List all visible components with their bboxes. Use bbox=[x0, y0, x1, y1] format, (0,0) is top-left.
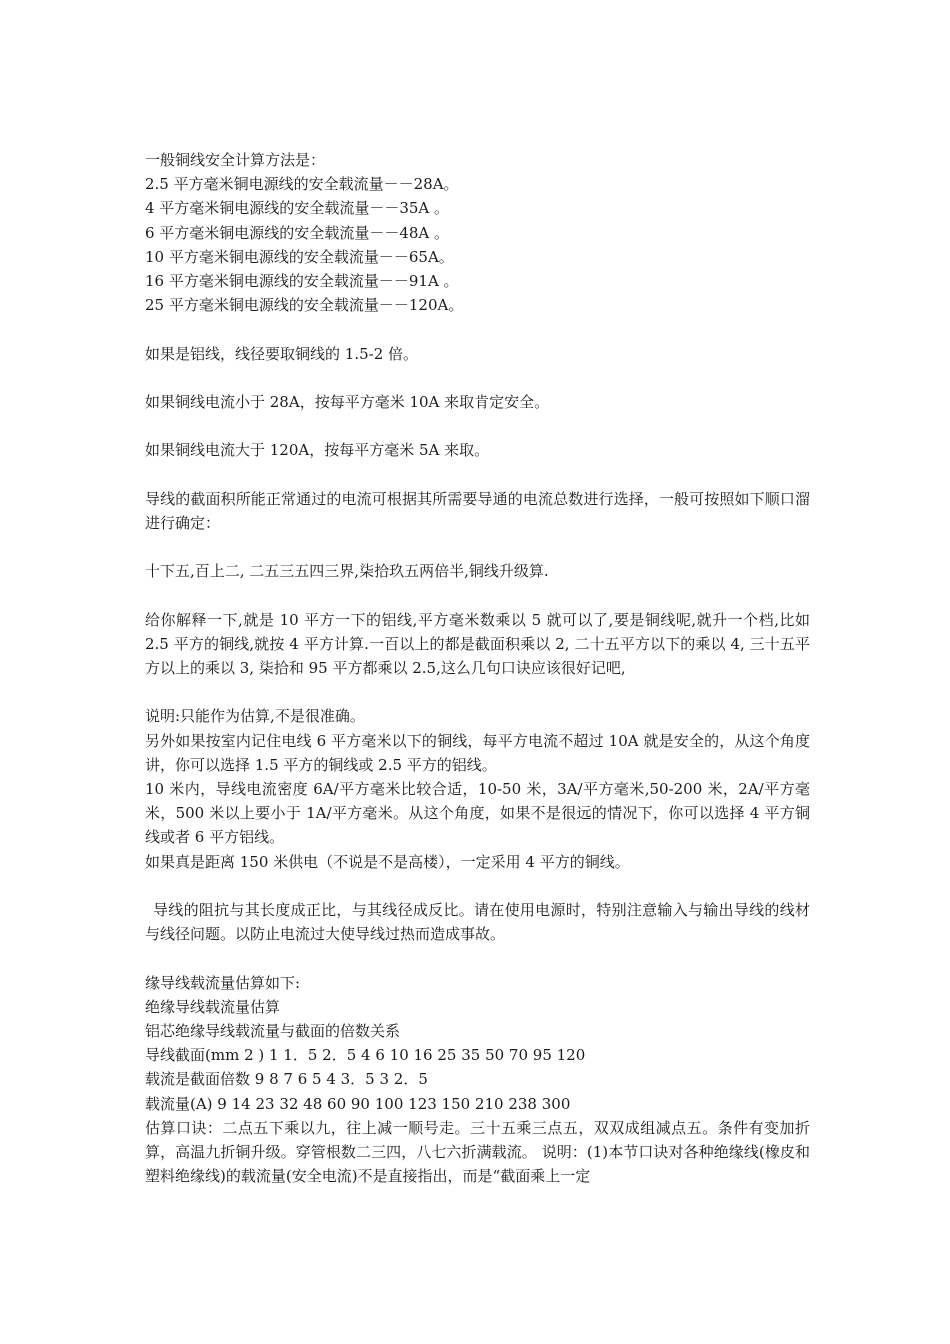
spacer bbox=[145, 317, 810, 341]
current-row: 载流量(A) 9 14 23 32 48 60 90 100 123 150 210 238 300 bbox=[145, 1094, 571, 1113]
estimation-heading: 缘导线载流量估算如下: bbox=[145, 973, 301, 992]
spacer bbox=[145, 462, 810, 486]
spacer bbox=[145, 946, 810, 970]
document-page bbox=[145, 148, 810, 1188]
spacer bbox=[145, 583, 810, 607]
copper-item-10: 10 平方毫米铜电源线的安全载流量－－65A。 bbox=[145, 247, 454, 266]
spacer bbox=[145, 680, 810, 704]
rhyme: 十下五,百上二, 二五三五四三界,柒拾玖五两倍半,铜线升级算. bbox=[145, 562, 549, 581]
estimation-subheading: 绝缘导线载流量估算 bbox=[145, 997, 281, 1016]
remark-indoor: 另外如果按室内记住电线 6 平方毫米以下的铜线，每平方电流不超过 10A 就是安全的，从这个角度讲，你可以选择 1.5 平方的铜线或 2.5 平方的铝线。 bbox=[145, 731, 810, 774]
remark-note: 说明:只能作为估算,不是很准确。 bbox=[145, 707, 365, 726]
estimation-formula: 估算口诀：二点五下乘以九，往上减一顺号走。三十五乘三点五，双双成组减点五。条件有变加折算，高温九折铜升级。穿管根数二三四，八七六折满载流。 说明：(1)本节口诀对各种绝缘线(橡皮和塑料绝缘线)的载流量(安全电流)不是直接指出，而是“截面乘上一定 bbox=[145, 1118, 810, 1186]
copper-item-25: 25 平方毫米铜电源线的安全载流量－－120A。 bbox=[145, 296, 464, 315]
impedance-note: 导线的阻抗与其长度成正比，与其线径成反比。请在使用电源时，特别注意输入与输出导线的线材与线径问题。以防止电流过大使导线过热而造成事故。 bbox=[145, 900, 810, 944]
high-current-note: 如果铜线电流大于 120A，按每平方毫米 5A 来取。 bbox=[145, 441, 490, 460]
copper-item-6: 6 平方毫米铜电源线的安全载流量－－48A 。 bbox=[145, 223, 450, 242]
copper-section-title: 一般铜线安全计算方法是： bbox=[145, 151, 326, 169]
spacer bbox=[145, 535, 810, 559]
low-current-note: 如果铜线电流小于 28A，按每平方毫米 10A 来取肯定安全。 bbox=[145, 392, 550, 411]
aluminum-note: 如果是铝线，线径要取铜线的 1.5-2 倍。 bbox=[145, 344, 419, 363]
spacer bbox=[145, 414, 810, 438]
spacer bbox=[145, 874, 810, 898]
explanation: 给你解释一下,就是 10 平方一下的铝线,平方毫米数乘以 5 就可以了,要是铜线呢,就升一个档,比如 2.5 平方的铜线,就按 4 平方计算.一百以上的都是截面积乘以 2, 二十五平方以下的乘以 4, 三十五平方以上的乘以 3, 柒拾和 95 平方都乘以 2.5,这么几句口诀应该很好记吧, bbox=[145, 610, 810, 677]
copper-item-4: 4 平方毫米铜电源线的安全载流量－－35A 。 bbox=[145, 199, 450, 218]
multiple-row: 载流是截面倍数 9 8 7 6 5 4 3．5 3 2．5 bbox=[145, 1070, 428, 1089]
remark-density: 10 米内，导线电流密度 6A/平方毫米比较合适，10-50 米，3A/平方毫米,50-200 米，2A/平方毫米，500 米以上要小于 1A/平方毫米。从这个角度，如果不是很远的情况下，你可以选择 4 平方铜线或者 6 平方铝线。 bbox=[145, 779, 810, 847]
selection-intro: 导线的截面积所能正常通过的电流可根据其所需要导通的电流总数进行选择，一般可按照如下顺口溜进行确定： bbox=[145, 489, 810, 532]
remark-distance: 如果真是距离 150 米供电（不说是不是高楼），一定采用 4 平方的铜线。 bbox=[145, 852, 630, 871]
section-row: 导线截面(mm 2 ) 1 1．5 2．5 4 6 10 16 25 35 50 70 95 120 bbox=[145, 1046, 586, 1065]
copper-item-2-5: 2.5 平方毫米铜电源线的安全载流量－－28A。 bbox=[145, 175, 459, 194]
spacer bbox=[145, 366, 810, 390]
estimation-relation: 铝芯绝缘导线载流量与截面的倍数关系 bbox=[145, 1021, 401, 1040]
copper-item-16: 16 平方毫米铜电源线的安全载流量－－91A 。 bbox=[145, 271, 459, 290]
